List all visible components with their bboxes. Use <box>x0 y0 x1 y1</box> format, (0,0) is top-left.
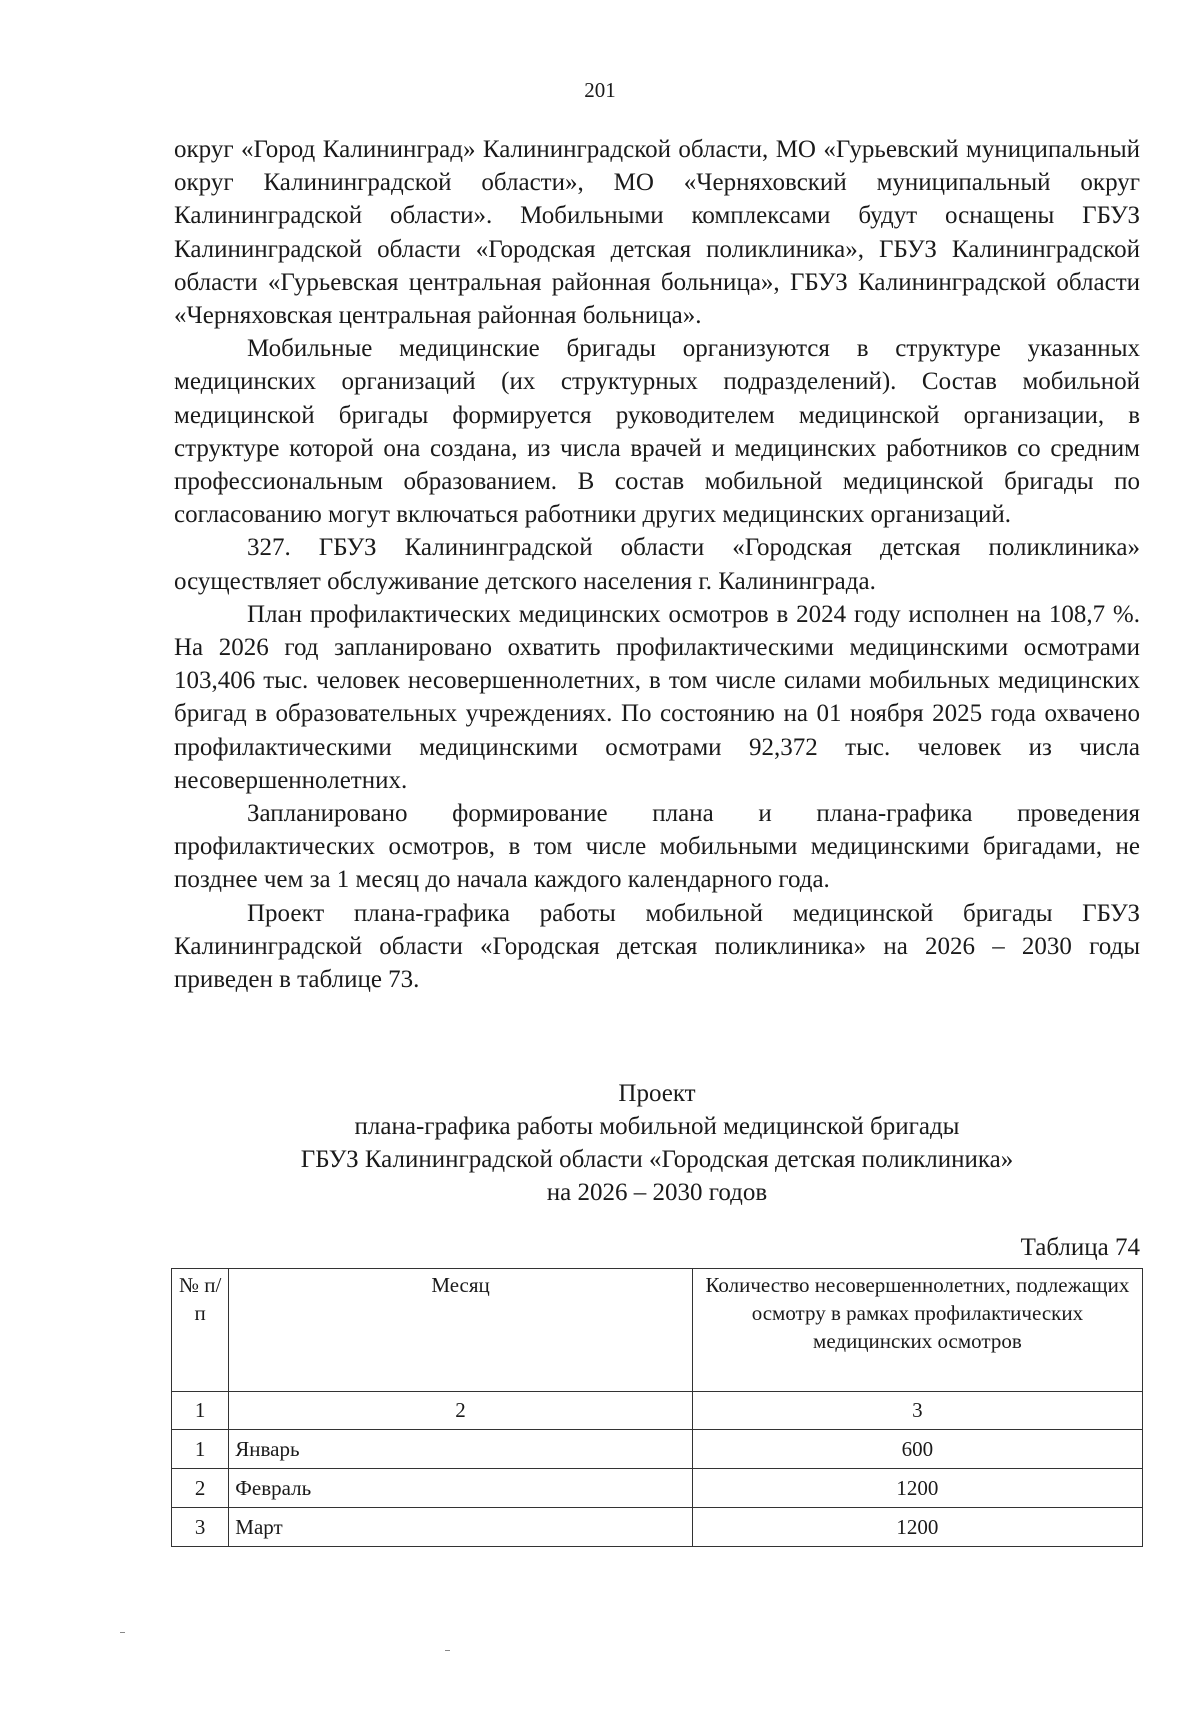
scan-speck <box>445 1650 450 1651</box>
table-title-line-3: ГБУЗ Калининградской области «Городская детская поликлиника» <box>300 1146 1014 1173</box>
header-count: Количество несовершеннолетних, подлежащих осмотру в рамках профилактических медицинских осмотров <box>692 1269 1142 1392</box>
row-count: 1200 <box>692 1469 1142 1508</box>
table-title-line-1: Проект <box>618 1080 696 1107</box>
paragraph-planning: Запланировано формирование плана и плана-графика проведения профилактических осмотров, в том числе мобильными медицинскими бригадами, не позднее чем за 1 месяц до начала каждого календарного года. <box>174 800 1140 894</box>
table-row <box>172 1469 1143 1508</box>
row-month: Январь <box>229 1430 693 1469</box>
scan-speck <box>120 1632 125 1633</box>
row-num: 2 <box>172 1469 229 1508</box>
table-title-line-4: на 2026 – 2030 годов <box>546 1179 768 1206</box>
paragraph-item-327: 327. ГБУЗ Калининградской области «Городская детская поликлиника» осуществляет обслуживание детского населения г. Калининграда. <box>174 534 1140 595</box>
schedule-table <box>171 1268 1143 1547</box>
row-month: Февраль <box>229 1469 693 1508</box>
table-row <box>172 1430 1143 1469</box>
page-number: 201 <box>584 78 616 102</box>
index-cell-1: 1 <box>172 1392 229 1430</box>
index-cell-2: 2 <box>229 1392 693 1430</box>
table-row <box>172 1508 1143 1547</box>
row-num: 1 <box>172 1430 229 1469</box>
header-num: № п/п <box>172 1269 229 1392</box>
paragraph-continuation: округ «Город Калининград» Калининградской области, МО «Гурьевский муниципальный округ Калининградской области», МО «Черняховский муниципальный округ Калининградской области». Мобильными комплексами будут оснащены ГБУЗ Калининградской области «Городская детская поликлиника», ГБУЗ Калининградской области «Гурьевская центральная районная больница», ГБУЗ Калининградской области «Черняховская центральная районная больница». <box>174 136 1140 330</box>
paragraph-mobile-brigades: Мобильные медицинские бригады организуются в структуре указанных медицинских организаций (их структурных подразделений). Состав мобильной медицинской бригады формируется руководителем медицинской организации, в структуре которой она создана, из числа врачей и медицинских работников со средним профессиональным образованием. В состав мобильной медицинской бригады по согласованию могут включаться работники других медицинских организаций. <box>174 335 1140 529</box>
table-caption: Таблица 74 <box>1020 1234 1140 1261</box>
body-text <box>174 133 1140 996</box>
paragraph-schedule-reference: Проект плана-графика работы мобильной медицинской бригады ГБУЗ Калининградской области «Городская детская поликлиника» на 2026 – 2030 годы приведен в таблице 73. <box>174 899 1140 994</box>
row-count: 600 <box>692 1430 1142 1469</box>
row-count: 1200 <box>692 1508 1142 1547</box>
index-cell-3: 3 <box>692 1392 1142 1430</box>
table-header-row <box>172 1269 1143 1392</box>
row-month: Март <box>229 1508 693 1547</box>
table-title-line-2: плана-графика работы мобильной медицинской бригады <box>354 1113 960 1140</box>
table-title <box>174 1077 1140 1209</box>
header-month: Месяц <box>229 1269 693 1392</box>
paragraph-plan-2024: План профилактических медицинских осмотров в 2024 году исполнен на 108,7 %. На 2026 год запланировано охватить профилактическими медицинскими осмотрами 103,406 тыс. человек несовершеннолетних, в том числе силами мобильных медицинских бригад в образовательных учреждениях. По состоянию на 01 ноября 2025 года охвачено профилактическими медицинскими осмотрами 92,372 тыс. человек из числа несовершеннолетних. <box>174 600 1140 794</box>
table-index-row <box>172 1392 1143 1430</box>
row-num: 3 <box>172 1508 229 1547</box>
